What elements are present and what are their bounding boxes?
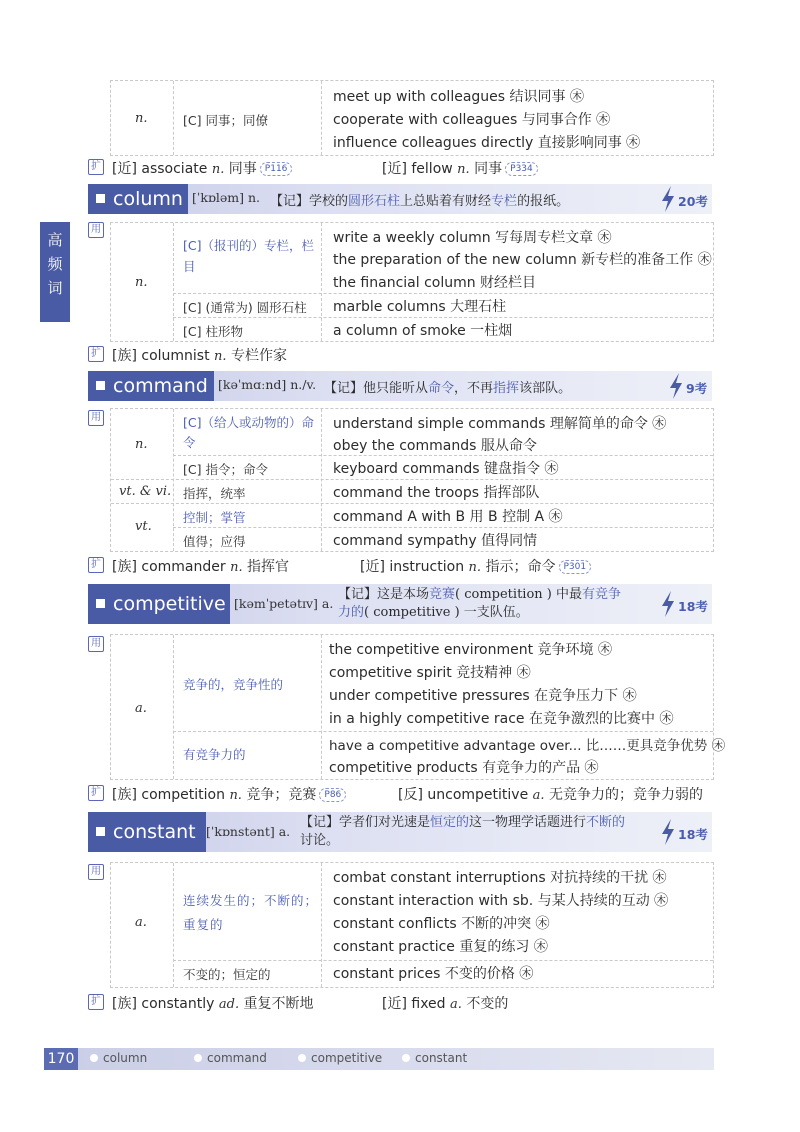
command-table bbox=[110, 408, 714, 552]
usage-icon: 用 bbox=[88, 222, 104, 238]
extension-left: [族] competition n. 竞争；竞赛 P86 bbox=[112, 784, 346, 804]
example: under competitive pressures 在竞争压力下 ㊍ bbox=[329, 688, 637, 704]
page-number: 170 bbox=[44, 1048, 78, 1070]
pos-label: a. bbox=[135, 701, 147, 716]
example: constant practice 重复的练习 ㊍ bbox=[333, 939, 548, 955]
footer-word: competitive bbox=[298, 1051, 382, 1065]
page-footer bbox=[44, 1048, 714, 1070]
extension-icon: 扩 bbox=[88, 346, 104, 362]
extension-icon: 扩 bbox=[88, 994, 104, 1010]
example: constant conflicts 不断的冲突 ㊍ bbox=[333, 916, 550, 932]
sense-label: 值得；应得 bbox=[183, 534, 246, 549]
phonetic: [ˈkɒnstənt] a. bbox=[206, 824, 291, 839]
example: obey the commands 服从命令 bbox=[333, 438, 537, 454]
memory-tip: 【记】他只能听从命令，不再指挥该部队。 bbox=[324, 381, 572, 396]
example: constant interaction with sb. 与某人持续的互动 ㊍ bbox=[333, 893, 669, 909]
example: cooperate with colleagues 与同事合作 ㊍ bbox=[333, 112, 611, 128]
example: constant prices 不变的价格 ㊍ bbox=[333, 966, 534, 982]
sense-label: [C]（给人或动物的）命令 bbox=[183, 415, 314, 450]
sense-label: [C] 柱形物 bbox=[183, 324, 243, 339]
exam-count: 18考 bbox=[678, 599, 708, 614]
example: competitive products 有竞争力的产品 ㊍ bbox=[329, 760, 599, 776]
example: have a competitive advantage over... 比……更具竞争优势 ㊍ bbox=[329, 738, 726, 754]
sense-label: [C]（报刊的）专栏，栏目 bbox=[183, 238, 314, 274]
entry-header-constant bbox=[88, 812, 712, 852]
sense-label: 竞争的，竞争性的 bbox=[183, 677, 284, 692]
memory-tip: 【记】学者们对光速是恒定的这一物理学话题进行不断的 讨论。 bbox=[300, 815, 626, 848]
usage-icon: 用 bbox=[88, 410, 104, 426]
side-tab-high-frequency bbox=[40, 222, 70, 322]
pos-label: n. bbox=[135, 275, 148, 290]
phonetic: [ˈkɒləm] n. bbox=[192, 190, 261, 205]
footer-word: constant bbox=[402, 1051, 467, 1065]
pos-label: n. bbox=[135, 437, 148, 452]
headword: command bbox=[88, 371, 214, 401]
headword: constant bbox=[88, 812, 206, 852]
example: the preparation of the new column 新专栏的准备工作 ㊍ bbox=[333, 252, 712, 268]
phonetic: [kəˈmɑːnd] n./v. bbox=[218, 377, 317, 392]
extension-right: [近] fellow n. 同事 P334 bbox=[382, 158, 538, 178]
sense-label: 控制；掌管 bbox=[183, 510, 246, 525]
extension-icon: 扩 bbox=[88, 557, 104, 573]
entry-header-competitive bbox=[88, 584, 712, 624]
extension-left: [族] columnist n. 专栏作家 bbox=[112, 348, 288, 364]
sense-label: [C] 同事；同僚 bbox=[183, 113, 268, 128]
usage-icon: 用 bbox=[88, 636, 104, 652]
pos-label: a. bbox=[135, 915, 147, 930]
sense-label: 不变的；恒定的 bbox=[183, 967, 271, 982]
extension-icon: 扩 bbox=[88, 159, 104, 175]
example: understand simple commands 理解简单的命令 ㊍ bbox=[333, 416, 667, 432]
exam-count: 18考 bbox=[678, 827, 708, 842]
example: influence colleagues directly 直接影响同事 ㊍ bbox=[333, 135, 641, 151]
extension-left: [近] associate n. 同事 P116 bbox=[112, 158, 292, 178]
example: a column of smoke 一柱烟 bbox=[333, 323, 513, 339]
extension-icon: 扩 bbox=[88, 785, 104, 801]
exam-count: 9考 bbox=[686, 381, 708, 396]
sense-label: 有竞争力的 bbox=[183, 747, 246, 762]
extension-left: [族] constantly ad. 重复不断地 bbox=[112, 996, 314, 1012]
example: command the troops 指挥部队 bbox=[333, 485, 540, 501]
footer-word: column bbox=[90, 1051, 147, 1065]
extension-left: [族] commander n. 指挥官 bbox=[112, 559, 290, 575]
headword: competitive bbox=[88, 584, 230, 624]
extension-right: [近] instruction n. 指示；命令 P301 bbox=[360, 556, 591, 576]
lightning-icon bbox=[660, 186, 676, 212]
entry-header-column bbox=[88, 184, 712, 214]
column-table bbox=[110, 222, 714, 342]
sense-label: 指挥，统率 bbox=[183, 486, 246, 501]
footer-word: command bbox=[194, 1051, 267, 1065]
exam-count: 20考 bbox=[678, 194, 708, 209]
sense-label: [C] 指令；命令 bbox=[183, 462, 268, 477]
lightning-icon bbox=[660, 819, 676, 845]
example: keyboard commands 键盘指令 ㊍ bbox=[333, 461, 559, 477]
extension-right: [近] fixed a. 不变的 bbox=[382, 996, 509, 1012]
colleague-table bbox=[110, 80, 714, 156]
usage-icon: 用 bbox=[88, 864, 104, 880]
extension-right: [反] uncompetitive a. 无竞争力的；竞争力弱的 bbox=[398, 787, 703, 803]
sense-label: [C] (通常为) 圆形石柱 bbox=[183, 300, 307, 315]
example: write a weekly column 写每周专栏文章 ㊍ bbox=[333, 230, 612, 246]
lightning-icon bbox=[668, 373, 684, 399]
pos-label: vt. & vi. bbox=[119, 484, 172, 499]
side-tab-text: 高频词 bbox=[47, 231, 63, 297]
example: competitive spirit 竞技精神 ㊍ bbox=[329, 665, 531, 681]
example: command sympathy 值得同情 bbox=[333, 533, 538, 549]
headword: column bbox=[88, 184, 188, 214]
example: meet up with colleagues 结识同事 ㊍ bbox=[333, 89, 584, 105]
example: in a highly competitive race 在竞争激烈的比赛中 ㊍ bbox=[329, 711, 674, 727]
lightning-icon bbox=[660, 591, 676, 617]
entry-header-command bbox=[88, 371, 712, 401]
memory-tip: 【记】这是本场竞赛( competition ) 中最有竞争 力的( competitive ) 一支队伍。 bbox=[338, 587, 622, 620]
pos-label: vt. bbox=[135, 519, 152, 534]
example: the competitive environment 竞争环境 ㊍ bbox=[329, 642, 612, 658]
example: combat constant interruptions 对抗持续的干扰 ㊍ bbox=[333, 870, 667, 886]
example: command A with B 用 B 控制 A ㊍ bbox=[333, 509, 563, 525]
competitive-table bbox=[110, 634, 726, 780]
example: marble columns 大理石柱 bbox=[333, 299, 507, 315]
memory-tip: 【记】学校的圆形石柱上总贴着有财经专栏的报纸。 bbox=[270, 194, 570, 209]
phonetic: [kəmˈpetətɪv] a. bbox=[234, 596, 334, 611]
pos-label: n. bbox=[135, 111, 148, 126]
constant-table bbox=[110, 862, 714, 988]
example: the financial column 财经栏目 bbox=[333, 275, 537, 291]
sense-label: 连续发生的；不断的；重复的 bbox=[183, 893, 319, 932]
